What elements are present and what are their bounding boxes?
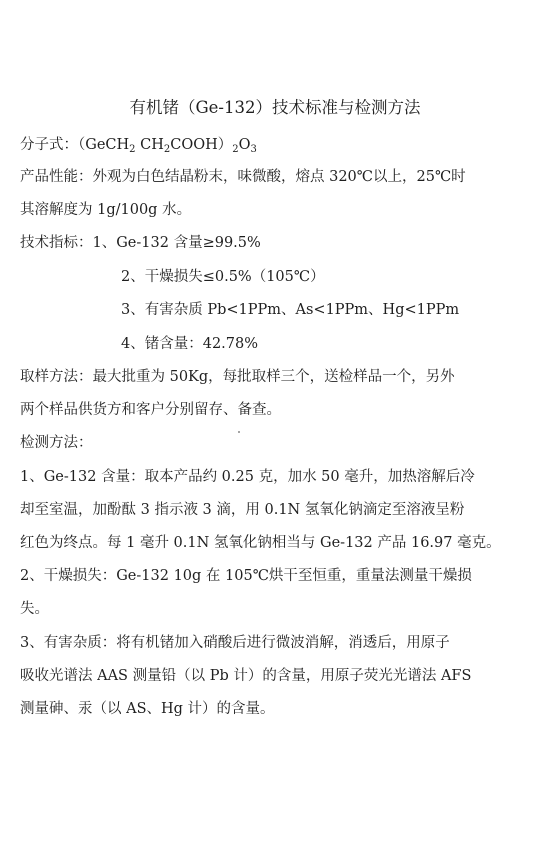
scan-speck xyxy=(238,431,240,433)
methods-heading: 检测方法： xyxy=(20,435,93,451)
sampling-line: 两个样品供货方和客户分别留存、备查。 xyxy=(20,402,281,418)
molecular-formula xyxy=(20,134,257,156)
formula-label: 分子式： xyxy=(20,137,78,153)
properties-line: 其溶解度为 1g/100g 水。 xyxy=(20,202,192,218)
formula-subscript: 3 xyxy=(250,144,257,155)
method-1-line: 却至室温，加酚酞 3 指示液 3 滴，用 0.1N 氢氧化钠滴定至溶液呈粉 xyxy=(20,502,465,518)
specs-item-3: 3、有害杂质 Pb<1PPm、As<1PPm、Hg<1PPm xyxy=(121,302,460,318)
formula-part: CH xyxy=(135,137,164,153)
formula-subscript: 2 xyxy=(129,144,136,155)
formula-part: O xyxy=(238,137,251,153)
specs-item-2: 2、干燥损失≤0.5%（105℃） xyxy=(121,269,325,285)
method-1-line: 红色为终点。每 1 毫升 0.1N 氢氧化钠相当与 Ge-132 产品 16.97 毫克。 xyxy=(20,535,501,551)
method-1-line: 1、Ge-132 含量：取本产品约 0.25 克，加水 50 毫升，加热溶解后冷 xyxy=(20,469,475,485)
document-title: 有机锗（Ge-132）技术标准与检测方法 xyxy=(129,98,421,117)
method-3-line: 测量砷、汞（以 AS、Hg 计）的含量。 xyxy=(20,701,275,717)
properties-line: 产品性能：外观为白色结晶粉末，味微酸，熔点 320℃以上，25℃时 xyxy=(20,169,466,185)
specs-item-4: 4、锗含量：42.78% xyxy=(121,336,259,352)
formula-part: （GeCH xyxy=(78,137,130,153)
method-3-line: 3、有害杂质：将有机锗加入硝酸后进行微波消解，消透后，用原子 xyxy=(20,635,450,651)
specs-item-1: 技术指标：1、Ge-132 含量≥99.5% xyxy=(20,235,261,251)
formula-part: COOH） xyxy=(170,137,233,153)
sampling-line: 取样方法：最大批重为 50Kg，每批取样三个，送检样品一个，另外 xyxy=(20,369,455,385)
formula-subscript: 2 xyxy=(163,144,171,155)
method-2-line: 失。 xyxy=(20,601,49,617)
formula-subscript: 2 xyxy=(232,144,239,155)
method-3-line: 吸收光谱法 AAS 测量铅（以 Pb 计）的含量，用原子荧光光谱法 AFS xyxy=(20,668,472,684)
method-2-line: 2、干燥损失：Ge-132 10g 在 105℃烘干至恒重，重量法测量干燥损 xyxy=(20,568,472,584)
